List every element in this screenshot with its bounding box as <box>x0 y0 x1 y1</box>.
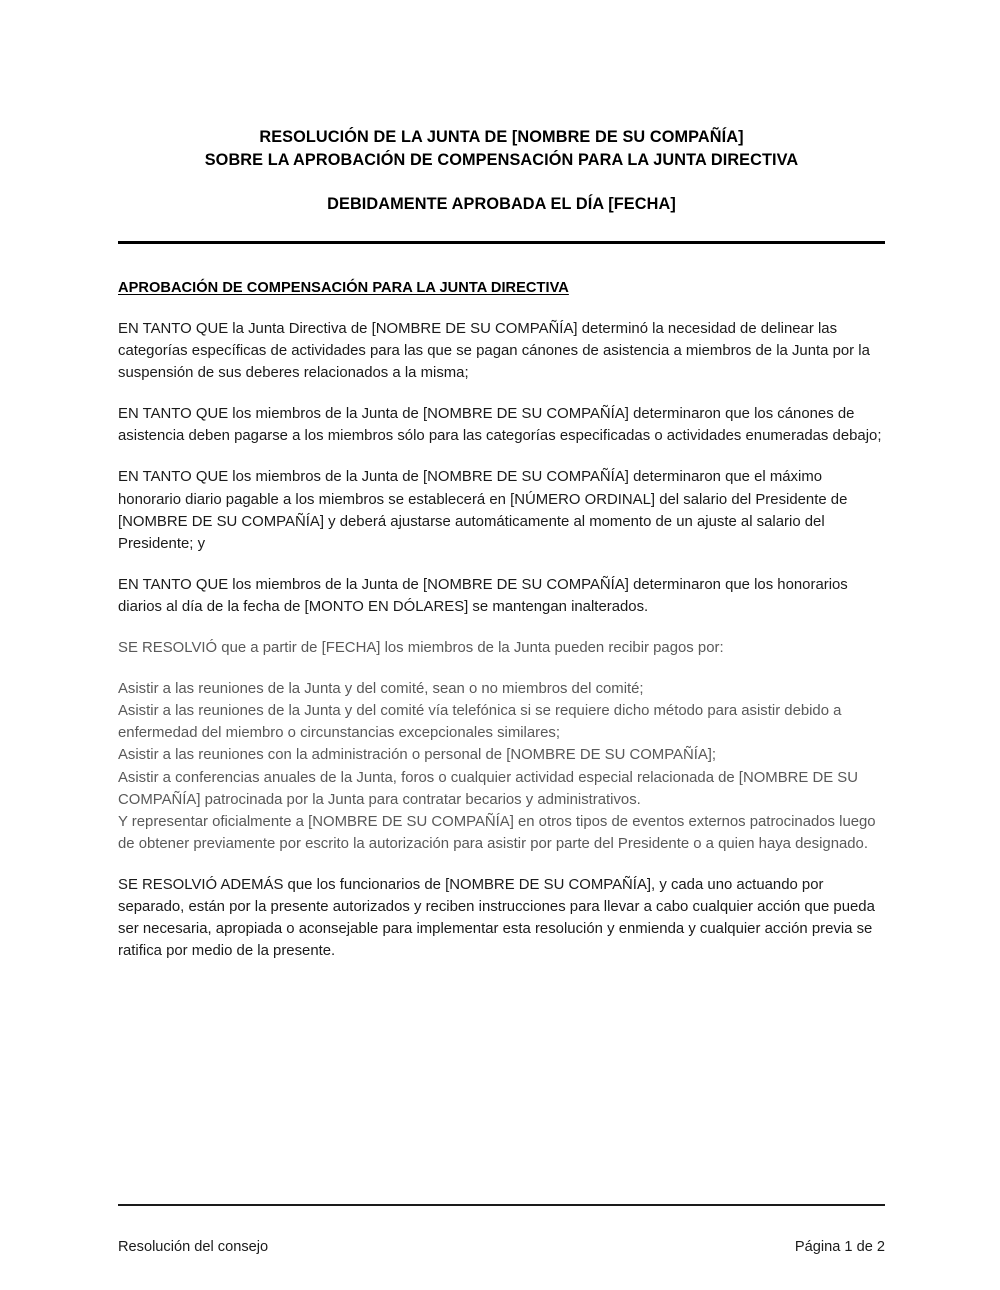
activity-list-item: Asistir a las reuniones con la administración o personal de [NOMBRE DE SU COMPAÑÍA]; <box>118 747 717 764</box>
activity-list-item: Asistir a las reuniones de la Junta y del comité vía telefónica si se requiere dicho método para asistir debido a enfermedad del miembro o circunstancias excepcionales similares; <box>118 703 842 742</box>
whereas-paragraph-3: EN TANTO QUE los miembros de la Junta de [NOMBRE DE SU COMPAÑÍA] determinaron que el máximo honorario diario pagable a los miembros se establecerá en [NÚMERO ORDINAL] del salario del Presidente de [NOMBRE DE SU COMPAÑÍA] y deberá ajustarse automáticamente al momento de un ajuste al salario del Presidente; y <box>118 469 848 552</box>
document-title-block <box>118 126 885 216</box>
resolved-intro-paragraph: SE RESOLVIÓ que a partir de [FECHA] los miembros de la Junta pueden recibir pagos por: <box>118 640 724 657</box>
activity-list <box>118 678 888 855</box>
footer-divider-rule <box>118 1204 885 1206</box>
activity-list-item: Y representar oficialmente a [NOMBRE DE SU COMPAÑÍA] en otros tipos de eventos externos patrocinados luego de obtener previamente por escrito la autorización para asistir por parte del Presidente o a quien haya designado. <box>118 813 876 852</box>
page-footer <box>118 1238 885 1257</box>
title-spacer <box>118 171 885 193</box>
document-subtitle: DEBIDAMENTE APROBADA EL DÍA [FECHA] <box>327 195 676 213</box>
footer-page-number: Página 1 de 2 <box>794 1239 885 1255</box>
activity-list-item: Asistir a las reuniones de la Junta y del comité, sean o no miembros del comité; <box>118 681 644 698</box>
document-body <box>118 279 888 981</box>
resolved-further-paragraph: SE RESOLVIÓ ADEMÁS que los funcionarios de [NOMBRE DE SU COMPAÑÍA], y cada uno actuando por separado, están por la presente autorizados y reciben instrucciones para llevar a cabo cualquier acción que pueda ser necesaria, apropiada o aconsejable para implementar esta resolución y enmienda y cualquier acción previa se ratifica por medio de la presente. <box>118 876 875 960</box>
document-title-line-1: RESOLUCIÓN DE LA JUNTA DE [NOMBRE DE SU COMPAÑÍA] <box>259 128 744 146</box>
whereas-paragraph-2: EN TANTO QUE los miembros de la Junta de [NOMBRE DE SU COMPAÑÍA] determinaron que los cánones de asistencia deben pagarse a los miembros sólo para las categorías especificadas o actividades enumeradas debajo; <box>118 406 882 445</box>
activity-list-item: Asistir a conferencias anuales de la Junta, foros o cualquier actividad especial relacionada de [NOMBRE DE SU COMPAÑÍA] patrocinada por la Junta para contratar becarios y administrativos. <box>118 769 858 808</box>
whereas-paragraph-1: EN TANTO QUE la Junta Directiva de [NOMBRE DE SU COMPAÑÍA] determinó la necesidad de delinear las categorías específicas de actividades para las que se pagan cánones de asistencia a miembros de la Junta por la suspensión de sus deberes relacionados a la misma; <box>118 321 870 382</box>
title-divider-rule <box>118 241 885 244</box>
section-heading: APROBACIÓN DE COMPENSACIÓN PARA LA JUNTA DIRECTIVA <box>118 280 569 296</box>
whereas-paragraph-4: EN TANTO QUE los miembros de la Junta de [NOMBRE DE SU COMPAÑÍA] determinaron que los honorarios diarios al día de la fecha de [MONTO EN DÓLARES] se mantengan inalterados. <box>118 576 848 615</box>
document-title-line-2: SOBRE LA APROBACIÓN DE COMPENSACIÓN PARA LA JUNTA DIRECTIVA <box>204 150 799 169</box>
footer-document-name: Resolución del consejo <box>118 1239 269 1255</box>
